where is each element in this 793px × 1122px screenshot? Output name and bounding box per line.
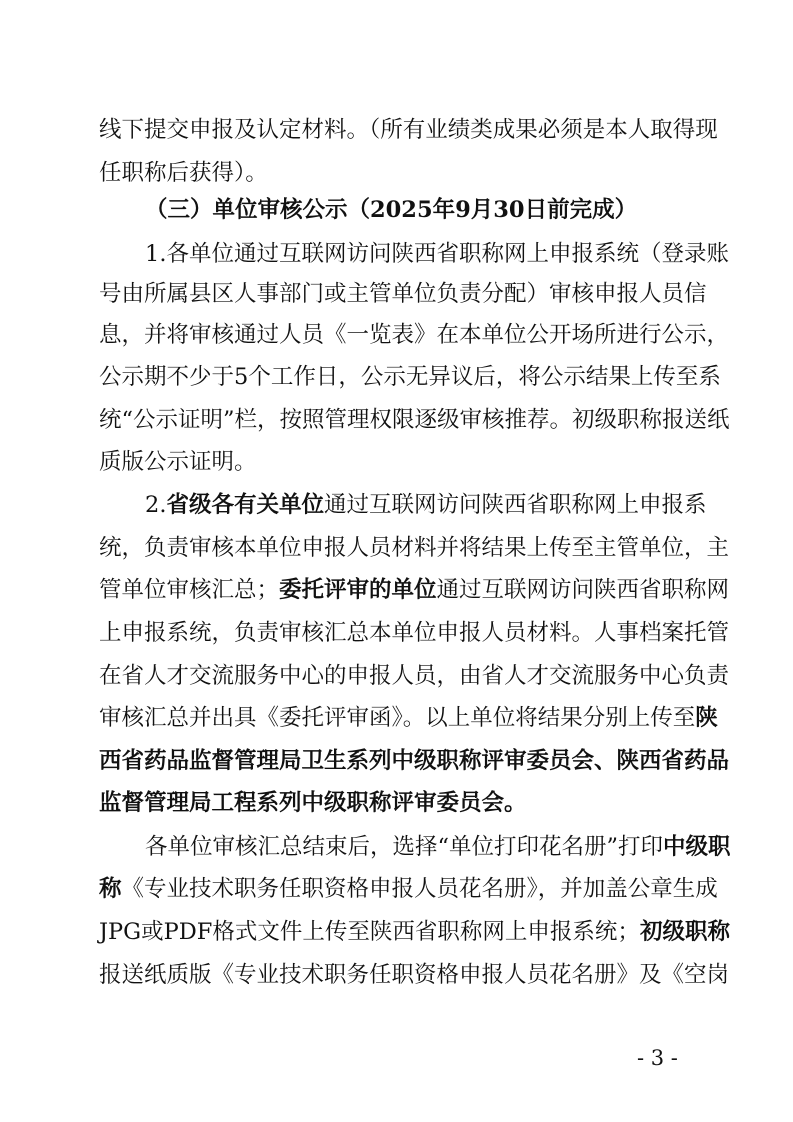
text-line-10: 2.省级各有关单位通过互联网访问陕西省职称网上申报系 bbox=[145, 492, 707, 518]
text-line-11: 统，负责审核本单位申报人员材料并将结果上传至主管单位，主 bbox=[99, 535, 730, 561]
text-line-13: 上申报系统，负责审核汇总本单位申报人员材料。人事档案托管 bbox=[99, 620, 730, 646]
text-line-7: 公示期不少于5个工作日，公示无异议后，将公示结果上传至系 bbox=[99, 364, 721, 390]
text-line-12: 管单位审核汇总；委托评审的单位通过互联网访问陕西省职称网 bbox=[99, 577, 730, 603]
text-line-4: 1.各单位通过互联网访问陕西省职称网上申报系统（登录账 bbox=[145, 241, 729, 267]
page-number: - 3 - bbox=[637, 1046, 678, 1070]
text-line-6: 息，并将审核通过人员《一览表》在本单位公开场所进行公示， bbox=[99, 322, 730, 348]
text-line-8: 统“公示证明”栏，按照管理权限逐级审核推荐。初级职称报送纸 bbox=[99, 407, 730, 433]
text-line-5: 号由所属县区人事部门或主管单位负责分配）审核申报人员信 bbox=[99, 281, 707, 307]
text-line-14: 在省人才交流服务中心的申报人员，由省人才交流服务中心负责 bbox=[99, 663, 730, 689]
text-line-20: JPG或PDF格式文件上传至陕西省职称网上申报系统；初级职称 bbox=[99, 919, 730, 945]
text-line-21: 报送纸质版《专业技术职务任职资格申报人员花名册》及《空岗 bbox=[99, 962, 730, 988]
text-line-16: 西省药品监督管理局卫生系列中级职称评审委员会、陕西省药品 bbox=[99, 748, 730, 774]
text-line-1: 线下提交申报及认定材料。（所有业绩类成果必须是本人取得现 bbox=[99, 117, 718, 143]
text-line-17: 监督管理局工程系列中级职称评审委员会。 bbox=[99, 790, 527, 816]
text-line-9: 质版公示证明。 bbox=[99, 449, 257, 475]
section-heading: （三）单位审核公示（2025年9月30日前完成） bbox=[145, 197, 638, 223]
text-line-2: 任职称后获得）。 bbox=[99, 160, 268, 186]
text-line-18: 各单位审核汇总结束后，选择“单位打印花名册”打印中级职 bbox=[145, 834, 731, 860]
text-line-15: 审核汇总并出具《委托评审函》。以上单位将结果分别上传至陕 bbox=[99, 705, 718, 731]
text-line-19: 称《专业技术职务任职资格申报人员花名册》，并加盖公章生成 bbox=[99, 876, 718, 902]
